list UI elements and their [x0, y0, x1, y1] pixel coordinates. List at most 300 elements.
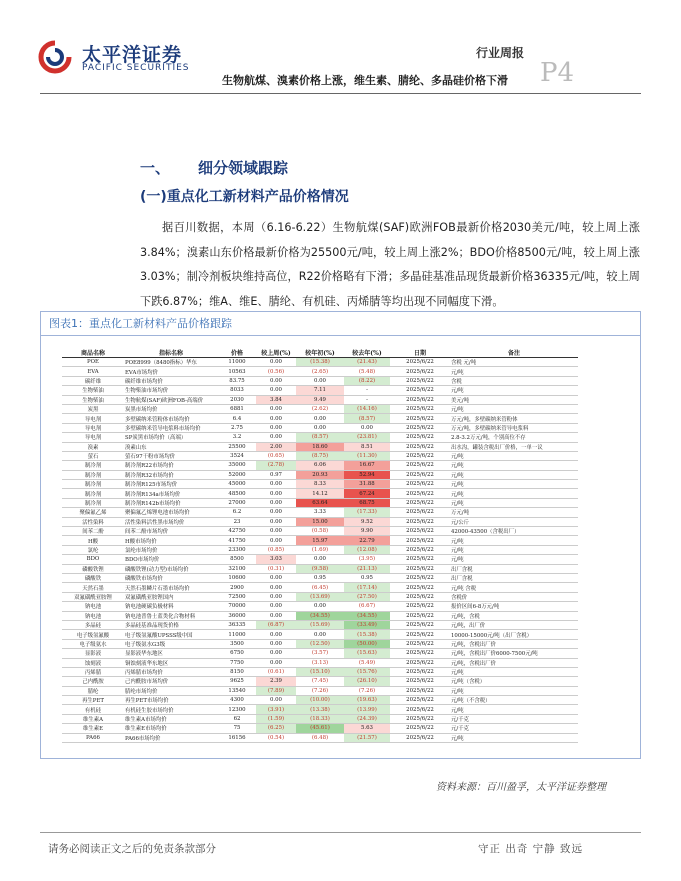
table-cell: 27000	[218, 498, 256, 507]
table-cell: 天然石墨	[62, 583, 124, 592]
table-cell: 20.93	[296, 470, 344, 479]
table-row	[62, 714, 578, 723]
table-cell: 己内酰胺市场均价	[124, 677, 218, 686]
table-cell: 炭黑市场均价	[124, 404, 218, 413]
table-cell: (12.08)	[344, 545, 390, 554]
table-cell: 0.00	[256, 639, 296, 648]
section-heading	[140, 157, 288, 178]
page-number: P4	[540, 58, 575, 88]
table-cell: 0.00	[256, 658, 296, 667]
table-cell: 2025/6/22	[390, 508, 450, 517]
table-row	[62, 517, 578, 526]
column-header: 日期	[390, 348, 450, 358]
table-cell: 0.00	[256, 536, 296, 545]
table-cell: 2025/6/22	[390, 395, 450, 404]
table-cell: 0.00	[256, 592, 296, 601]
table-cell: 2025/6/22	[390, 583, 450, 592]
table-cell: 聚偏氟乙烯锂电池市场均价	[124, 508, 218, 517]
table-cell: (21.57)	[344, 733, 390, 742]
table-cell: 2025/6/22	[390, 677, 450, 686]
column-header: 商品名称	[62, 348, 124, 358]
table-cell: (5.48)	[344, 367, 390, 376]
table-cell: 2025/6/22	[390, 545, 450, 554]
table-cell: 0.00	[256, 649, 296, 658]
table-cell: -	[344, 386, 390, 395]
table-cell: 2025/6/22	[390, 536, 450, 545]
table-cell: 双氟磺酰亚胺锂	[62, 592, 124, 601]
table-cell: 导电剂	[62, 414, 124, 423]
table-cell: 3500	[218, 639, 256, 648]
table-row	[62, 386, 578, 395]
table-cell: 83.75	[218, 376, 256, 385]
table-cell: 2025/6/22	[390, 358, 450, 367]
table-cell: 氯纶市场均价	[124, 545, 218, 554]
table-cell: 8.33	[296, 480, 344, 489]
table-row	[62, 555, 578, 564]
table-cell: 2025/6/22	[390, 480, 450, 489]
table-row	[62, 649, 578, 658]
table-cell: 2025/6/22	[390, 433, 450, 442]
section-title: 细分领域跟踪	[198, 159, 289, 177]
table-cell: 0.00	[256, 527, 296, 536]
table-cell: 2.00	[256, 442, 296, 451]
table-cell: 0.00	[296, 423, 344, 432]
table-cell: 溴素山东	[124, 442, 218, 451]
table-cell: (5.49)	[344, 658, 390, 667]
table-cell: 0.00	[256, 696, 296, 705]
footer-motto: 守正 出奇 宁静 致远	[478, 843, 584, 855]
table-cell: (45.61)	[296, 724, 344, 733]
table-cell: (15.76)	[344, 667, 390, 676]
table-row	[62, 498, 578, 507]
figure-title-divider	[40, 335, 641, 336]
table-cell: (15.38)	[344, 630, 390, 639]
table-cell: 生物航煤(SAF)欧洲FOB-高端价	[124, 395, 218, 404]
table-cell: 9.52	[344, 517, 390, 526]
footer-divider	[40, 832, 641, 833]
table-cell: 维生素E市场均价	[124, 724, 218, 733]
table-cell: 再生PET	[62, 696, 124, 705]
table-cell: 蚀刻液	[62, 658, 124, 667]
table-cell: 0.00	[256, 423, 296, 432]
table-cell: 有机硅	[62, 705, 124, 714]
table-cell: 9625	[218, 677, 256, 686]
table-cell: 报价区间6-8万元/吨	[450, 602, 578, 611]
table-cell: 多壁碳纳米管导电浆料市场均价	[124, 423, 218, 432]
table-cell: 35000	[218, 461, 256, 470]
table-cell: 11000	[218, 630, 256, 639]
table-cell: 维生素A市场均价	[124, 714, 218, 723]
table-cell: 41750	[218, 536, 256, 545]
column-header: 较去年(%)	[344, 348, 390, 358]
table-cell: 元/吨，含税出厂价	[450, 658, 578, 667]
table-row	[62, 677, 578, 686]
table-cell: 42000-43500（含税出厂）	[450, 527, 578, 536]
table-cell: 2025/6/22	[390, 696, 450, 705]
table-cell: 6.4	[218, 414, 256, 423]
pacific-securities-logo-icon	[38, 40, 72, 74]
table-cell: (0.58)	[296, 527, 344, 536]
table-cell: 溴素	[62, 442, 124, 451]
table-cell: 多晶硅基准品现货价格	[124, 620, 218, 629]
table-cell: 腈纶	[62, 686, 124, 695]
table-row	[62, 442, 578, 451]
table-cell: 元/吨	[450, 489, 578, 498]
table-cell: 制冷剂	[62, 461, 124, 470]
table-cell: (23.81)	[344, 433, 390, 442]
table-cell: H酸市场均价	[124, 536, 218, 545]
table-cell: 2025/6/22	[390, 714, 450, 723]
table-cell: 元/吨	[450, 536, 578, 545]
table-cell: 18.60	[296, 442, 344, 451]
table-cell: 16156	[218, 733, 256, 742]
table-cell: 3.03	[256, 555, 296, 564]
table-row	[62, 573, 578, 582]
table-cell: 元/公斤	[450, 517, 578, 526]
table-cell: 元/吨	[450, 686, 578, 695]
table-cell: BDO	[62, 555, 124, 564]
summary-paragraph: 据百川数据，本周（6.16-6.22）生物航煤(SAF)欧洲FOB最新价格2030美元/吨，较上周上涨3.84%；溴素山东价格最新价格为25500元/吨，较上周上涨2%；BDO价格8500元/吨，较上周上涨3.03%；制冷剂板块维持高位，R22价格略有下滑；多晶硅基准品现货最新价格36335元/吨，较上周下跌6.87%；维A、维E、腈纶、有机硅、丙烯腈等均出现不同幅度下滑。	[140, 221, 640, 308]
table-cell: 元/吨（不含税）	[450, 696, 578, 705]
table-row	[62, 489, 578, 498]
table-cell: (2.62)	[296, 404, 344, 413]
table-cell: 52.94	[344, 470, 390, 479]
table-cell: 7.11	[296, 386, 344, 395]
table-cell: 含税	[450, 376, 578, 385]
figure-title: 图表1：重点化工新材料产品价格跟踪	[49, 317, 232, 330]
table-cell: 元/吨，出厂价	[450, 620, 578, 629]
table-cell: (6.67)	[344, 602, 390, 611]
table-cell: 36335	[218, 620, 256, 629]
table-cell: (0.85)	[256, 545, 296, 554]
table-cell: (6.25)	[256, 724, 296, 733]
table-cell: (13.69)	[296, 592, 344, 601]
table-cell: 68.75	[344, 498, 390, 507]
table-cell: (15.63)	[344, 649, 390, 658]
table-cell: 生物柴油市场均价	[124, 386, 218, 395]
table-row	[62, 470, 578, 479]
table-cell: 元/吨（含税）	[450, 677, 578, 686]
table-cell: 3.33	[296, 508, 344, 517]
table-cell: 2025/6/22	[390, 667, 450, 676]
table-row	[62, 414, 578, 423]
table-cell: 2900	[218, 583, 256, 592]
table-cell: 2.8-3.2万元/吨，个别高位不存	[450, 433, 578, 442]
table-cell: 70000	[218, 602, 256, 611]
table-cell: 2025/6/22	[390, 423, 450, 432]
table-cell: H酸	[62, 536, 124, 545]
table-cell: SP炭黑市场均价（高端）	[124, 433, 218, 442]
table-cell: 0.00	[256, 433, 296, 442]
table-cell: (7.26)	[296, 686, 344, 695]
table-cell: 2025/6/22	[390, 451, 450, 460]
table-cell: 间苯二酚市场均价	[124, 527, 218, 536]
table-cell: 0.95	[344, 573, 390, 582]
table-cell: (9.58)	[296, 564, 344, 573]
table-cell: EVA	[62, 367, 124, 376]
table-cell: 碳纤维市场均价	[124, 376, 218, 385]
table-cell: 8033	[218, 386, 256, 395]
table-cell: (2.65)	[296, 367, 344, 376]
table-cell: 2025/6/22	[390, 517, 450, 526]
table-cell: 元/吨	[450, 545, 578, 554]
table-cell: 再生PET市场均价	[124, 696, 218, 705]
column-header: 较上周(%)	[256, 348, 296, 358]
brand-name-en: PACIFIC SECURITIES	[82, 63, 190, 73]
table-row	[62, 545, 578, 554]
table-cell: (14.16)	[344, 404, 390, 413]
table-cell: 6750	[218, 649, 256, 658]
table-cell: 显影液	[62, 649, 124, 658]
table-cell: 维生素E	[62, 724, 124, 733]
table-cell: 元/吨	[450, 451, 578, 460]
table-cell: 萤石	[62, 451, 124, 460]
table-cell: 炭黑	[62, 404, 124, 413]
table-cell: 6.06	[296, 461, 344, 470]
table-cell: BDO市场均价	[124, 555, 218, 564]
table-cell: (3.13)	[296, 658, 344, 667]
table-row	[62, 527, 578, 536]
table-cell: (8.22)	[344, 376, 390, 385]
brand-name-cn: 太平洋证券	[82, 44, 183, 66]
table-cell: 元/千克	[450, 724, 578, 733]
table-cell: 3.2	[218, 433, 256, 442]
table-row	[62, 376, 578, 385]
table-cell: 元/吨	[450, 480, 578, 489]
table-cell: 万元/吨，多壁碳纳米管导电浆料	[450, 423, 578, 432]
table-cell: 0.00	[296, 414, 344, 423]
table-cell: 制冷剂R142b市场均价	[124, 498, 218, 507]
table-cell: 0.00	[256, 508, 296, 517]
table-cell: 万元/吨	[450, 508, 578, 517]
table-cell: 0.00	[256, 414, 296, 423]
table-row	[62, 564, 578, 573]
table-cell: 制冷剂	[62, 489, 124, 498]
table-cell: 25500	[218, 442, 256, 451]
table-cell: 23	[218, 517, 256, 526]
table-cell: (15.69)	[296, 620, 344, 629]
table-cell: 导电剂	[62, 433, 124, 442]
table-cell: 2025/6/22	[390, 573, 450, 582]
table-cell: 磷酸铁	[62, 573, 124, 582]
table-cell: EVA市场均价	[124, 367, 218, 376]
table-cell: 10000-15000元/吨（出厂含税）	[450, 630, 578, 639]
table-row	[62, 461, 578, 470]
table-cell: 2025/6/22	[390, 630, 450, 639]
table-cell: 2025/6/22	[390, 386, 450, 395]
table-cell: 9.90	[344, 527, 390, 536]
table-row	[62, 480, 578, 489]
table-body	[62, 358, 578, 743]
table-cell: 万元/吨，多壁碳纳米管粉体	[450, 414, 578, 423]
table-cell: 63.64	[296, 498, 344, 507]
table-cell: 钠电池	[62, 611, 124, 620]
table-cell: 2025/6/22	[390, 555, 450, 564]
table-cell: 活性染料活性黑市场均价	[124, 517, 218, 526]
table-cell: 2025/6/22	[390, 498, 450, 507]
table-cell: 制冷剂	[62, 470, 124, 479]
table-cell: 0.00	[296, 630, 344, 639]
table-cell: 2025/6/22	[390, 611, 450, 620]
table-cell: 维生素A	[62, 714, 124, 723]
table-cell: 腈纶市场均价	[124, 686, 218, 695]
table-cell: 75	[218, 724, 256, 733]
table-cell: 元/千克	[450, 714, 578, 723]
table-row	[62, 508, 578, 517]
table-cell: 15.00	[296, 517, 344, 526]
table-cell: 丙烯腈市场均价	[124, 667, 218, 676]
table-cell: 磷酸铁锂(动力型)市场均价	[124, 564, 218, 573]
table-cell: 多壁碳纳米管粉体市场均价	[124, 414, 218, 423]
table-row	[62, 367, 578, 376]
table-cell: 0.00	[296, 602, 344, 611]
table-cell: 出厂含税	[450, 564, 578, 573]
table-row	[62, 630, 578, 639]
table-cell: (0.65)	[256, 451, 296, 460]
table-row	[62, 611, 578, 620]
table-cell: (15.10)	[296, 667, 344, 676]
table-cell: 8150	[218, 667, 256, 676]
table-cell: 2025/6/22	[390, 724, 450, 733]
table-cell: 己内酰胺	[62, 677, 124, 686]
table-cell: 10563	[218, 367, 256, 376]
table-cell: 显影液华东地区	[124, 649, 218, 658]
table-row	[62, 423, 578, 432]
table-row	[62, 696, 578, 705]
table-cell: PA66	[62, 733, 124, 742]
table-cell: 电子级氨水G3级	[124, 639, 218, 648]
section-number: 一、	[140, 159, 171, 177]
table-cell: 3.84	[256, 395, 296, 404]
table-cell: 多晶硅	[62, 620, 124, 629]
table-cell: 元/吨	[450, 498, 578, 507]
report-type: 行业周报	[476, 46, 525, 60]
table-cell: 制冷剂R32市场均价	[124, 470, 218, 479]
table-cell: 美元/吨	[450, 395, 578, 404]
table-cell: 元/吨	[450, 667, 578, 676]
table-row	[62, 602, 578, 611]
table-cell: (1.69)	[296, 545, 344, 554]
table-cell: 2025/6/22	[390, 649, 450, 658]
table-cell: 2.39	[256, 677, 296, 686]
table-cell: 0.00	[344, 423, 390, 432]
table-cell: 0.00	[296, 555, 344, 564]
table-row	[62, 705, 578, 714]
table-row	[62, 404, 578, 413]
table-cell: (8.75)	[296, 451, 344, 460]
table-cell: (11.30)	[344, 451, 390, 460]
table-cell: (3.91)	[256, 705, 296, 714]
table-cell: POE8999（8480指标）华东	[124, 358, 218, 367]
table-cell: 2025/6/22	[390, 658, 450, 667]
table-cell: 元/吨	[450, 386, 578, 395]
price-tracking-table	[62, 348, 578, 743]
table-cell: 钠电池硬碳负极材料	[124, 602, 218, 611]
table-cell: 电子级氨水	[62, 639, 124, 648]
table-row	[62, 592, 578, 601]
table-cell: (7.45)	[296, 677, 344, 686]
table-cell: 碳纤维	[62, 376, 124, 385]
column-header: 较年初(%)	[296, 348, 344, 358]
table-cell: (8.57)	[296, 433, 344, 442]
table-cell: (10.00)	[296, 696, 344, 705]
table-cell: (0.54)	[256, 733, 296, 742]
table-cell: (17.33)	[344, 508, 390, 517]
table-cell: 2025/6/22	[390, 686, 450, 695]
footer-disclaimer: 请务必阅读正文之后的免责条款部分	[48, 843, 216, 855]
table-cell: 23300	[218, 545, 256, 554]
table-cell: 62	[218, 714, 256, 723]
table-cell: 0.00	[256, 480, 296, 489]
table-row	[62, 620, 578, 629]
table-cell: (0.61)	[256, 667, 296, 676]
table-cell: 含税价	[450, 592, 578, 601]
table-cell: 2030	[218, 395, 256, 404]
table-cell: (12.50)	[296, 639, 344, 648]
table-cell: (24.39)	[344, 714, 390, 723]
table-cell: 生物柴油	[62, 386, 124, 395]
table-cell: 双氟磺酰亚胺锂国内	[124, 592, 218, 601]
table-cell: 0.00	[256, 489, 296, 498]
table-cell: 元/吨，含税出厂价6000-7500元/吨	[450, 649, 578, 658]
table-cell: 出厂含税	[450, 573, 578, 582]
table-cell: 2025/6/22	[390, 733, 450, 742]
table-cell: (27.50)	[344, 592, 390, 601]
table-cell: 2025/6/22	[390, 461, 450, 470]
table-cell: 2025/6/22	[390, 376, 450, 385]
table-cell: 磷酸铁锂	[62, 564, 124, 573]
table-cell: 0.00	[256, 630, 296, 639]
table-cell: 制冷剂	[62, 498, 124, 507]
table-cell: 元/吨	[450, 404, 578, 413]
table-cell: (2.78)	[256, 461, 296, 470]
table-cell: 22.79	[344, 536, 390, 545]
table-cell: 2025/6/22	[390, 489, 450, 498]
table-cell: PA66市场均价	[124, 733, 218, 742]
table-cell: 12300	[218, 705, 256, 714]
table-cell: 元/吨	[450, 470, 578, 479]
table-cell: 9.49	[296, 395, 344, 404]
table-cell: 0.00	[256, 358, 296, 367]
table-row	[62, 358, 578, 367]
table-cell: 14.12	[296, 489, 344, 498]
column-header: 指标名称	[124, 348, 218, 358]
table-cell: 72500	[218, 592, 256, 601]
table-cell: 元/吨	[450, 461, 578, 470]
table-cell: (7.26)	[344, 686, 390, 695]
header-divider	[40, 93, 641, 94]
table-cell: (21.13)	[344, 564, 390, 573]
table-header	[62, 348, 578, 358]
table-cell: (26.10)	[344, 677, 390, 686]
table-row	[62, 724, 578, 733]
table-cell: 45000	[218, 480, 256, 489]
table-cell: 制冷剂	[62, 480, 124, 489]
table-cell: (8.57)	[344, 414, 390, 423]
table-cell: 丙烯腈	[62, 667, 124, 676]
table-cell: (3.95)	[344, 555, 390, 564]
table-cell: 制冷剂R22市场均价	[124, 461, 218, 470]
table-cell: 含税 元/吨	[450, 358, 578, 367]
table-cell: 元/吨	[450, 555, 578, 564]
table-cell: 元/吨	[450, 367, 578, 376]
table-row	[62, 433, 578, 442]
table-cell: 67.24	[344, 489, 390, 498]
table-cell: 钠电池	[62, 602, 124, 611]
table-cell: 电子级氢氟酸	[62, 630, 124, 639]
table-cell: 3524	[218, 451, 256, 460]
table-cell: 0.00	[256, 611, 296, 620]
